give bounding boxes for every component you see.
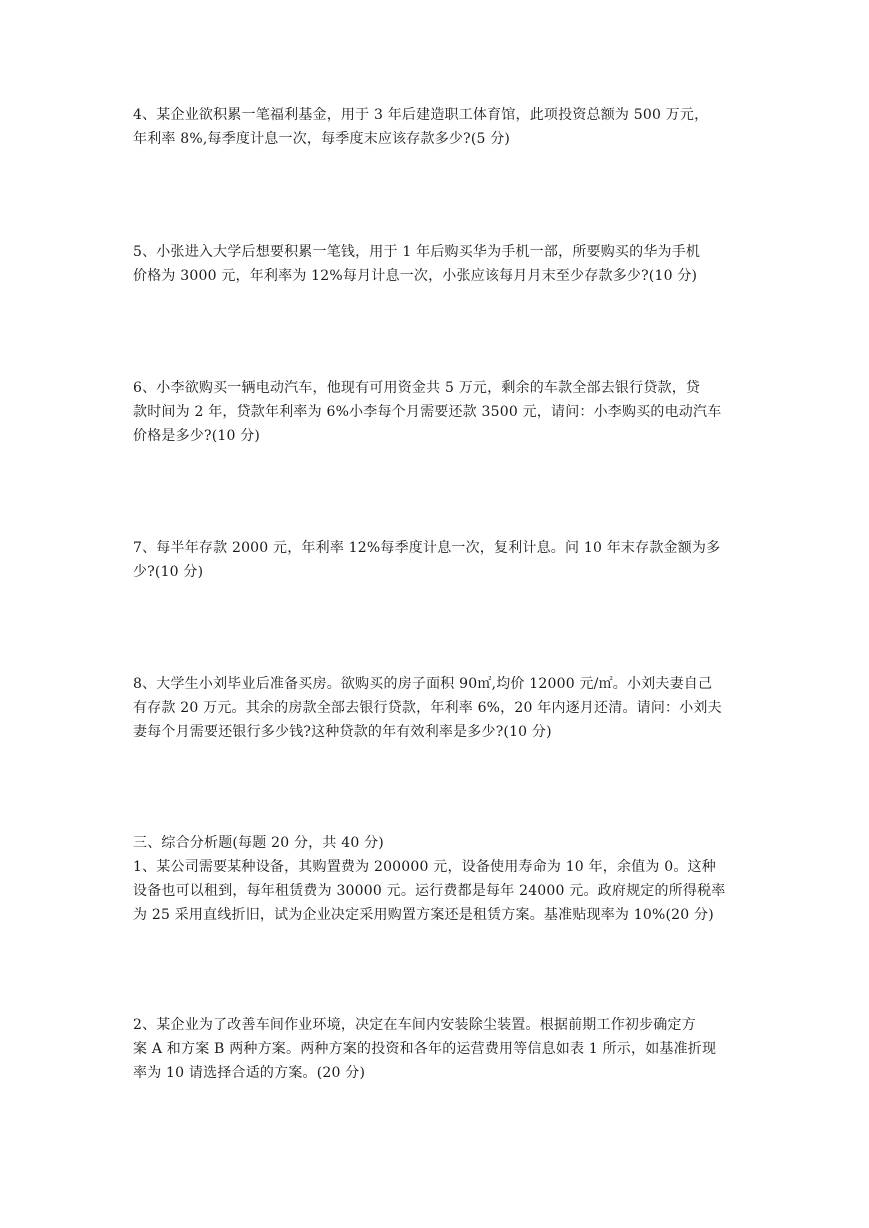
question-6-line-2: 款时间为 2 年，贷款年利率为 6%小李每个月需要还款 3500 元，请问：小李购买的电动汽车 <box>133 404 722 420</box>
question-4 <box>133 103 743 151</box>
section-3-question-2-line-3: 率为 10 请选择合适的方案。(20 分) <box>133 1065 366 1081</box>
question-4-line-2: 年利率 8%,每季度计息一次，每季度末应该存款多少?(5 分) <box>133 131 511 147</box>
question-5-line-1: 5、小张进入大学后想要积累一笔钱，用于 1 年后购买华为手机一部，所要购买的华为手机 <box>133 244 701 260</box>
question-5 <box>133 240 743 288</box>
section-3-question-2-line-1: 2、某企业为了改善车间作业环境，决定在车间内安装除尘装置。根据前期工作初步确定方 <box>133 1017 696 1033</box>
section-3-question-2-line-2: 案 A 和方案 B 两种方案。两种方案的投资和各年的运营费用等信息如表 1 所示，如基准折现 <box>133 1041 717 1057</box>
question-7-line-1: 7、每半年存款 2000 元，年利率 12%每季度计息一次，复利计息。问 10 年末存款金额为多 <box>133 540 721 556</box>
section-3 <box>133 831 743 927</box>
question-7 <box>133 536 743 584</box>
section-3-heading: 三、综合分析题(每题 20 分，共 40 分) <box>133 835 384 851</box>
question-5-line-2: 价格为 3000 元，年利率为 12%每月计息一次，小张应该每月月末至少存款多少?(10 分) <box>133 268 698 284</box>
section-3-question-1-line-1: 1、某公司需要某种设备，其购置费为 200000 元，设备使用寿命为 10 年，余值为 0。这种 <box>133 859 716 875</box>
question-7-line-2: 少?(10 分) <box>133 564 204 580</box>
question-8 <box>133 672 743 744</box>
section-3-question-1-line-2: 设备也可以租到，每年租赁费为 30000 元。运行费都是每年 24000 元。政府规定的所得税率 <box>133 883 726 899</box>
section-3-question-1-line-3: 为 25 采用直线折旧，试为企业决定采用购置方案还是租赁方案。基准贴现率为 10%(20 分) <box>133 907 714 923</box>
question-6 <box>133 376 743 448</box>
question-8-line-3: 妻每个月需要还银行多少钱?这种贷款的年有效利率是多少?(10 分) <box>133 724 552 740</box>
question-8-line-2: 有存款 20 万元。其余的房款全部去银行贷款，年利率 6%，20 年内逐月还清。请问：小刘夫 <box>133 700 722 716</box>
question-8-line-1: 8、大学生小刘毕业后准备买房。欲购买的房子面积 90㎡,均价 12000 元/㎡。小刘夫妻自己 <box>133 676 713 692</box>
section-3-question-2 <box>133 1013 743 1085</box>
question-6-line-3: 价格是多少?(10 分) <box>133 428 261 444</box>
question-4-line-1: 4、某企业欲积累一笔福利基金，用于 3 年后建造职工体育馆，此项投资总额为 500 万元， <box>133 107 709 123</box>
question-6-line-1: 6、小李欲购买一辆电动汽车，他现有可用资金共 5 万元，剩余的车款全部去银行贷款，贷 <box>133 380 701 396</box>
